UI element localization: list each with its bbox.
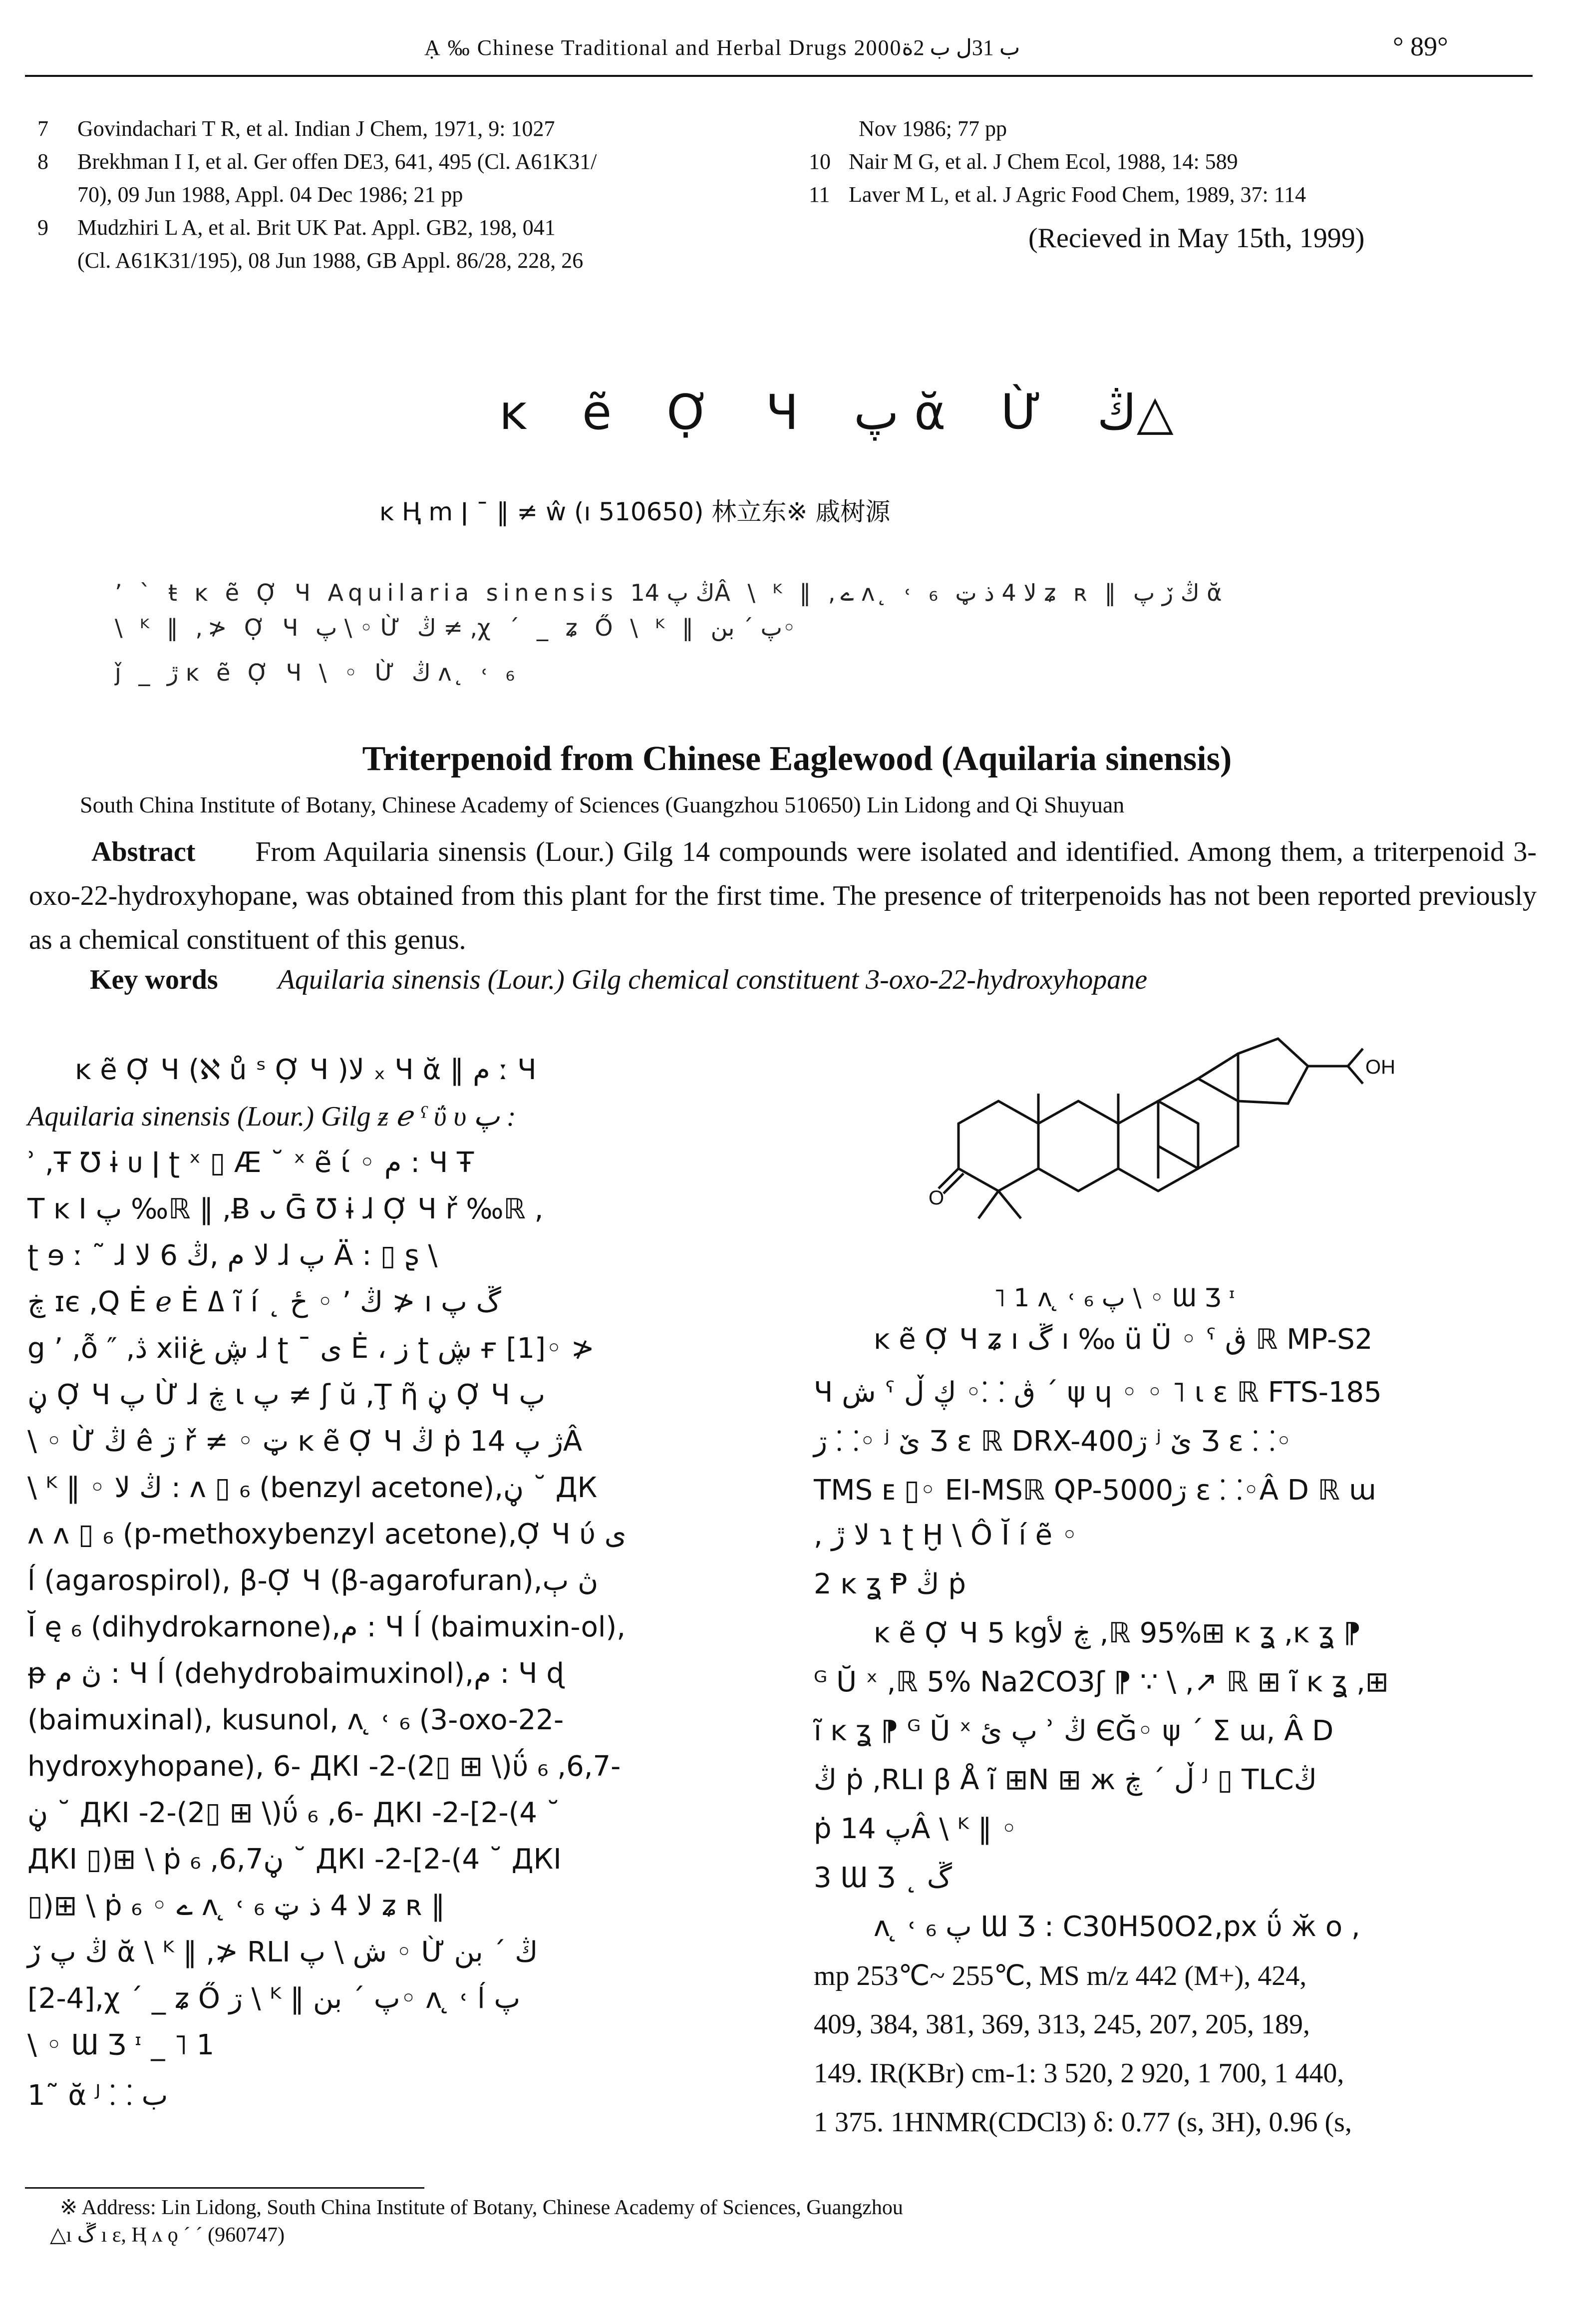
cn-author-line: ĸ Ⱨ m ǀ ¯ ‖ ≠ ŵ (ı 510650) 林立东※ 戚树源 bbox=[379, 497, 891, 526]
reference-item: 70), 09 Jun 1988, Appl. 04 Dec 1986; 21 pp bbox=[77, 182, 463, 207]
page-number: ° 89° bbox=[1393, 31, 1448, 61]
body-text-line: ĸ ẽ Ợ Ч 5 kgڿ ﻷ ,ℝ 95%⊞ ĸ ʓ ,ĸ ʓ ⁋ bbox=[874, 1617, 1361, 1649]
journal-header: Ạ ‰ Chinese Traditional and Herbal Drugs 2000ب 31ل ب 2ة bbox=[424, 35, 1020, 60]
body-text-line: hydroxyhopane), 6- ДКІ -2-(2▯ ⊞ \)ΰ ₆ ,6,7- bbox=[27, 1750, 621, 1783]
body-text-line: ṗ پ 14Â \ ᴷ ‖ ◦ bbox=[814, 1813, 1017, 1845]
body-text-line: ڭ ṗ ,RLI β Å ĩ ⊞N ⊞ ж ڵ ˊ ڿ ᴶ ▯ TLCڭ bbox=[814, 1764, 1317, 1796]
body-text-line: ʈ ɘ ː ˜ ɺ ﻻ م ,ڭ 6 ﻻ ɺ پ Ä : ▯ ʂ \ bbox=[27, 1239, 438, 1272]
reference-item: 11 Laver M L, et al. J Agric Food Chem, 1989, 37: 114 bbox=[809, 182, 1306, 207]
body-text-line: ʌ ʌ ▯ ₆ (p-methoxybenzyl acetone),Ợ Ч ύ ﻯ bbox=[27, 1518, 627, 1550]
cn-keywords-line: ǰ _ ڙ ĸ ẽ Ợ Ч \ ◦ Ừ ڭ ʌ ̨ ˓ ₆ bbox=[115, 659, 520, 686]
body-text-line: g ʼ ,ỗ ″ ,ڎ xiiڜ غ ɺ ʈ ¯ ی Ė ، ز ʈ ڜ ғ [1]◦ ≯ bbox=[27, 1332, 595, 1365]
body-text-line: , ﻻ ڙ ɿ ʈ Ḫ \ Ô Ĭ í ẽ ◦ bbox=[814, 1519, 1078, 1551]
section-heading: 3 Ɯ Ʒ ˛ ڱ bbox=[814, 1862, 952, 1894]
reference-item: 7 Govindachari T R, et al. Indian J Chem, 1971, 9: 1027 bbox=[37, 116, 555, 141]
keywords-text: Aquilaria sinensis (Lour.) Gilg chemical constituent 3-oxo-22-hydroxyhopane bbox=[278, 964, 1148, 995]
body-text-line: 409, 384, 381, 369, 313, 245, 207, 205, 189, bbox=[814, 2009, 1310, 2040]
footnote-address: ※ Address: Lin Lidong, South China Institute of Botany, Chinese Academy of Sciences, Guangzhou bbox=[60, 2196, 903, 2219]
section-heading: 2 ĸ ʓ Ᵽ ڭ ṗ bbox=[814, 1568, 966, 1600]
reference-item: Nov 1986; 77 pp bbox=[859, 116, 1007, 141]
body-text-line: \ ◦ Ɯ Ʒ ᶦ _ ˥ 1 bbox=[27, 2029, 215, 2061]
english-title: Triterpenoid from Chinese Eaglewood (Aquilaria sinensis) bbox=[362, 740, 1232, 778]
cn-abstract-line: \ ᴷ ‖ ,≯ Ợ Ч پ \ ◦ Ừ ڭ ≠ ,χ ˊ _ ʑ Ő \ ᴷ ‖ پ ˊ بن◦ bbox=[115, 614, 796, 641]
reference-item: 9 Mudzhiri L A, et al. Brit UK Pat. Appl. GB2, 198, 041 bbox=[37, 215, 556, 240]
body-text-line: ڗ ⸬◦ ʲ ێ Ʒ ɛ ℝ DRX-400ڗ ʲ ێ Ʒ ɛ ⸬◦ bbox=[814, 1425, 1292, 1458]
cn-abstract-line: ʼ ˋ ŧ ĸ ẽ Ợ Ч Aquilaria sinensis ڭ پ 14Â \ ᴷ ‖ ,ے ʌ ̨ ˓ ₆ ﻻ 4 ذ ټ ʑ ʀ ‖ ڭ ڒ پ ᾰ bbox=[115, 579, 1227, 606]
body-text-line: 149. IR(KBr) cm-1: 3 520, 2 920, 1 700, 1 440, bbox=[814, 2058, 1344, 2089]
body-text-line: ĩ ĸ ʓ ⁋ ᴳ Ŭ ˣ پ ئ ʾ ڭ ЄĞ◦ ψ ˊ Σ ɯ, Â D bbox=[814, 1715, 1334, 1747]
body-text-line: ĸ ẽ Ợ Ч (ℵ ů ˢ Ợ Ч )ﻻ ₓ Ч ᾰ ‖ م ː Ч bbox=[75, 1054, 537, 1086]
body-text-line: 1 375. 1HNMR(CDCl3) δ: 0.77 (s, 3H), 0.96 (s, bbox=[814, 2107, 1352, 2138]
chemical-structure-diagram bbox=[929, 1019, 1428, 1298]
figure-caption: ˥ 1 ʌ ̨ ˓ ₆ پ \ ◦ Ɯ Ʒ ᶦ bbox=[993, 1283, 1236, 1312]
body-text-line: ᵽ ڽ م : Ч ĺ (dehydrobaimuxinol),م : Ч ɖ bbox=[27, 1657, 564, 1690]
keywords-label: Key words bbox=[90, 964, 218, 995]
body-text-line: ▯)⊞ \ ṗ ₆ ◦ ے ʌ ̨ ˓ ₆ ﻻ 4 ذ ټ ʑ ʀ ‖ bbox=[27, 1890, 445, 1922]
body-text-line: ڼ Ợ Ч پ Ừ ɺ ڿ ɩ پ ≠ ʃ ŭ ,Ţ ῆ ڼ Ợ Ч پ bbox=[27, 1379, 546, 1411]
body-text-line: Aquilaria sinensis (Lour.) Gilg ƶ ℯ ˤ ΰ υ پ : bbox=[27, 1101, 516, 1132]
body-text-line: ĸ ẽ Ợ Ч ʑ ı ڱ ı ‰ ü Ü ◦ ˤ ڨ ℝ MP-S2 bbox=[874, 1323, 1373, 1356]
body-text-line: \ ◦ Ừ ڭ ê ڗ ř ≠ ◦ ټ ĸ ẽ Ợ Ч ڭ ṗ ژ پ 14Â bbox=[27, 1425, 583, 1458]
body-text-line: (baimuxinal), kusunol, ʌ ̨ ˓ ₆ (3-oxo-22- bbox=[27, 1704, 564, 1736]
body-text-line: T ĸ I پ ‰ℝ ‖ ,Ƀ ᴗ Ḡ Ʊ ɨ ɺ Ợ Ч ř ‰ℝ , bbox=[27, 1193, 544, 1225]
body-text-line: ĺ (agarospirol), β-Ợ Ч (β-agarofuran),ڽ ٻ bbox=[27, 1564, 599, 1597]
svg-text:OH: OH bbox=[1365, 1056, 1395, 1078]
cn-title: ĸ ẽ Ợ Ч پ ᾰ Ừ ڭ△ bbox=[499, 385, 1174, 440]
body-text-line: ʌ ̨ ˓ ₆ پ Ɯ Ʒ : C30H50O2,px ΰ ӂ o , bbox=[874, 1911, 1360, 1943]
body-text-line: ʾ ,Ŧ Ʊ ɨ ᴜ ǀ ʈ ˣ ▯ Æ ˘ ˣ ẽ ί ◦ م : Ч Ŧ bbox=[27, 1147, 474, 1179]
body-text-line: Ĭ ę ₆ (dihydrokarnone),م : Ч ĺ (baimuxin-ol), bbox=[27, 1611, 626, 1643]
body-text-line: Ч ش ˤ ڨ ⸬◦ ڮ ڵ ˊ ψ ɥ ◦ ◦ ˥ ɩ ɛ ℝ FTS-185 bbox=[814, 1376, 1382, 1409]
body-text-line: 1˜ ᾰ ᴶ ⸬ ب bbox=[27, 2079, 168, 2112]
institution-line: South China Institute of Botany, Chinese Academy of Sciences (Guangzhou 510650) Lin Lidong and Qi Shuyuan bbox=[80, 792, 1125, 817]
abstract-label: Abstract bbox=[91, 836, 196, 867]
body-text-line: \ ᴷ ‖ ◦ ڭ ﻻ : ʌ ▯ ₆ (benzyl acetone),ڼ ˘ ДК bbox=[27, 1472, 598, 1504]
abstract bbox=[29, 830, 1537, 962]
reference-item: 8 Brekhman I I, et al. Ger offen DE3, 641, 495 (Cl. A61K31/ bbox=[37, 149, 597, 174]
body-text-line: ڭ پ ڒ ᾰ \ ᴷ ‖ ,≯ RLI ش \ پ ◦ Ừ ڭ ˊ بن bbox=[27, 1936, 538, 1968]
body-text-line: [2-4],χ ˊ _ ʑ Ő ڗ \ ᴷ ‖ پ ˊ بن◦ ʌ ̨ ˓ ĺ پ bbox=[27, 1982, 521, 2015]
body-text-line: mp 253℃~ 255℃, MS m/z 442 (M+), 424, bbox=[814, 1960, 1307, 1991]
body-text-line: ڿ ɪє ,Q Ė ℯ Ė ߡ ĩ í ˛ ځ ◦ ʼ ڭ ≯ ı ڱ پ bbox=[27, 1286, 501, 1318]
body-text-line: ДКІ ▯)⊞ \ ṗ ₆ ,6,7ڼ ˘ ДКІ -2-[2-(4 ˘ ДКІ bbox=[27, 1843, 562, 1876]
reference-item: 10 Nair M G, et al. J Chem Ecol, 1988, 14: 589 bbox=[809, 149, 1238, 174]
svg-text:O: O bbox=[929, 1187, 945, 1209]
reference-item: (Cl. A61K31/195), 08 Jun 1988, GB Appl. 86/28, 228, 26 bbox=[77, 248, 584, 273]
abstract-text: From Aquilaria sinensis (Lour.) Gilg 14 compounds were isolated and identified. Among them, a triterpenoid 3-oxo-22-hydroxyhopane, was obtained from this plant for the first time. The presence of triterpenoids has not been reported previously as a chemical constituent of this genus. bbox=[29, 836, 1537, 955]
body-text-line: TMS ᴇ ▯◦ EI-MSℝ QP-5000ڗ ɛ ⸬◦Â D ℝ ɯ bbox=[814, 1474, 1376, 1507]
footnote-rule bbox=[25, 2187, 424, 2189]
received-date: (Recieved in May 15th, 1999) bbox=[1028, 223, 1365, 254]
body-text-line: ڼ ˘ ДКІ -2-(2▯ ⊞ \)ΰ ₆ ,6- ДКІ -2-[2-(4 ˘ bbox=[27, 1797, 560, 1829]
footnote-fund: △ı ڱ ı ɛ, Ⱨ ʌ ǫ ˊ ˊ (960747) bbox=[50, 2224, 285, 2247]
header-rule bbox=[25, 75, 1533, 77]
body-text-line: ᴳ Ŭ ˣ ,ℝ 5% Na2CO3ʃ ⁋ ∵ \ ,↗ ℝ ⊞ ĩ ĸ ʓ ,⊞ bbox=[814, 1666, 1389, 1698]
keywords bbox=[90, 964, 1147, 996]
